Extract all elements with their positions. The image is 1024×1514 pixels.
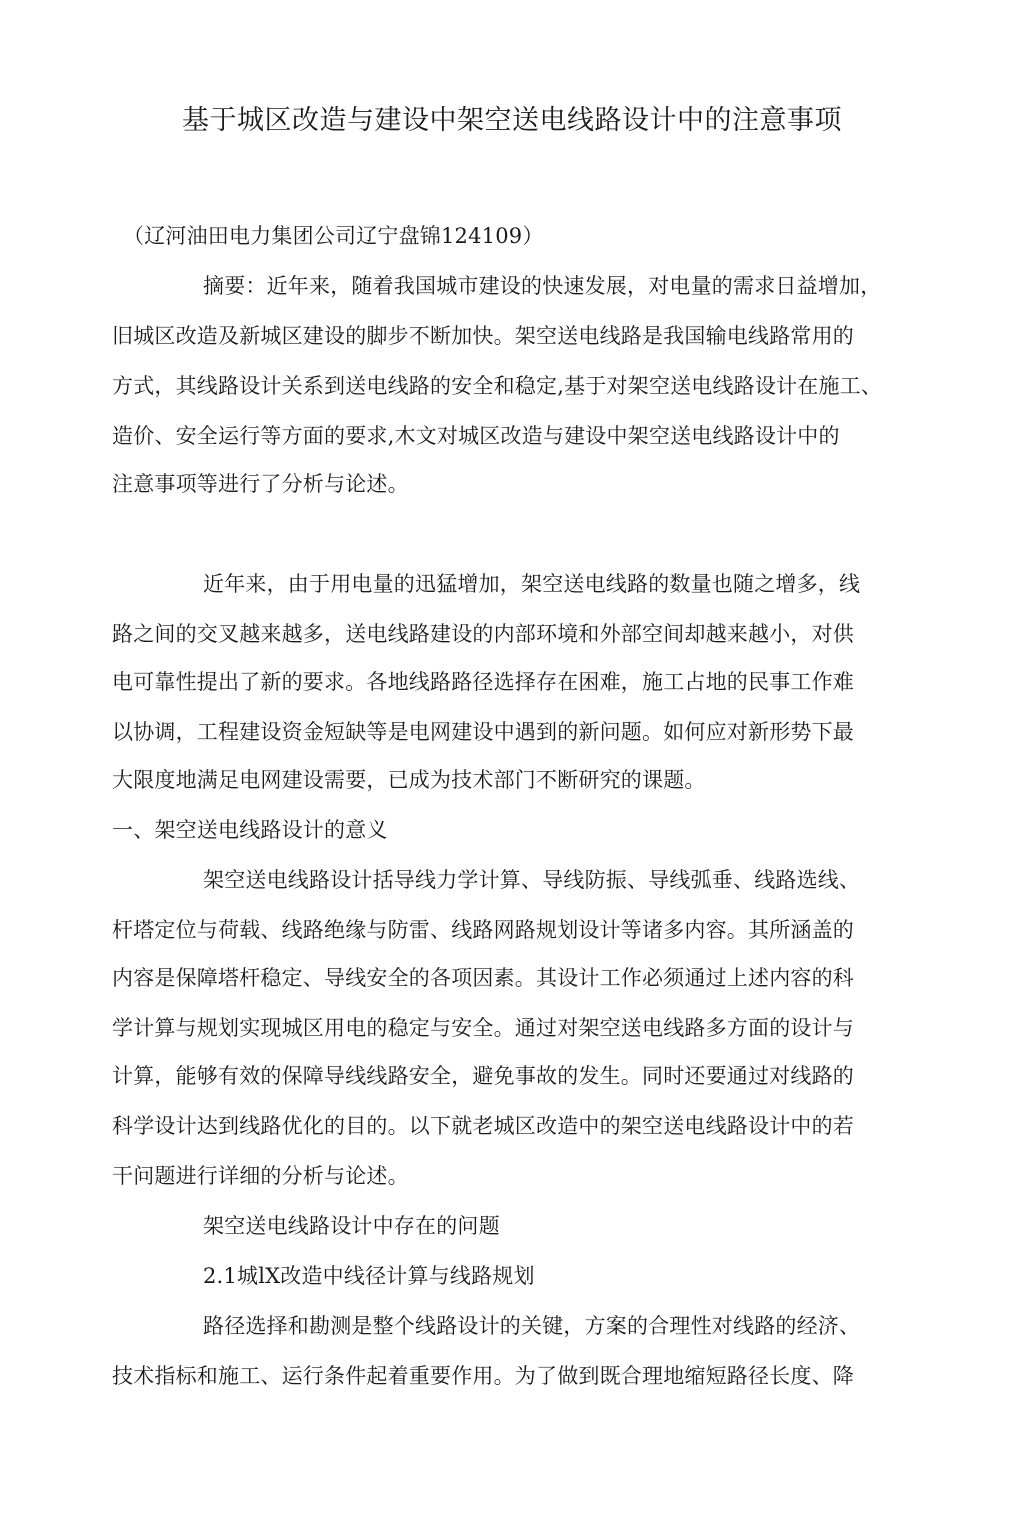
document-title: 基于城区改造与建设中架空送电线路设计中的注意事项 (182, 105, 842, 136)
section1-line: 学计算与规划实现城区用电的稳定与安全。通过对架空送电线路多方面的设计与 (112, 1016, 854, 1040)
abstract-line: 方式，其线路设计关系到送电线路的安全和稳定,基于对架空送电线路设计在施工、 (112, 374, 883, 398)
abstract-line: 注意事项等进行了分析与论述。 (112, 472, 409, 496)
section1-line: 杆塔定位与荷载、线路绝缘与防雷、线路网路规划设计等诸多内容。其所涵盖的 (112, 918, 854, 942)
affiliation: （辽河油田电力集团公司辽宁盘锦124109） (123, 224, 544, 248)
intro-line: 以协调，工程建设资金短缺等是电网建设中遇到的新问题。如何应对新形势下最 (112, 720, 854, 744)
section-heading: 架空送电线路设计中存在的问题 (203, 1214, 500, 1238)
subsection-heading: 2.1城lX改造中线径计算与线路规划 (203, 1264, 535, 1288)
section1-line: 科学设计达到线路优化的目的。以下就老城区改造中的架空送电线路设计中的若 (112, 1114, 854, 1138)
abstract-line: 摘要：近年来，随着我国城市建设的快速发展，对电量的需求日益增加， (203, 274, 882, 298)
intro-line: 大限度地满足电网建设需要，已成为技术部门不断研究的课题。 (112, 768, 706, 792)
section1-line: 内容是保障塔杆稳定、导线安全的各项因素。其设计工作必须通过上述内容的科 (112, 966, 854, 990)
intro-line: 近年来，由于用电量的迅猛增加，架空送电线路的数量也随之增多，线 (203, 572, 861, 596)
subsection-line: 技术指标和施工、运行条件起着重要作用。为了做到既合理地缩短路径长度、降 (112, 1364, 854, 1388)
subsection-line: 路径选择和勘测是整个线路设计的关键，方案的合理性对线路的经济、 (203, 1314, 861, 1338)
abstract-line: 造价、安全运行等方面的要求,木文对城区改造与建设中架空送电线路设计中的 (112, 424, 840, 448)
abstract-line: 旧城区改造及新城区建设的脚步不断加快。架空送电线路是我国输电线路常用的 (112, 324, 854, 348)
intro-line: 电可靠性提出了新的要求。各地线路路径选择存在困难，施工占地的民事工作难 (112, 670, 854, 694)
section1-line: 架空送电线路设计括导线力学计算、导线防振、导线弧垂、线路选线、 (203, 868, 861, 892)
section-heading: 一、架空送电线路设计的意义 (112, 818, 388, 842)
section1-line: 计算，能够有效的保障导线线路安全，避免事故的发生。同时还要通过对线路的 (112, 1064, 854, 1088)
section1-line: 干问题进行详细的分析与论述。 (112, 1164, 409, 1188)
intro-line: 路之间的交叉越来越多，送电线路建设的内部环境和外部空间却越来越小，对供 (112, 622, 854, 646)
